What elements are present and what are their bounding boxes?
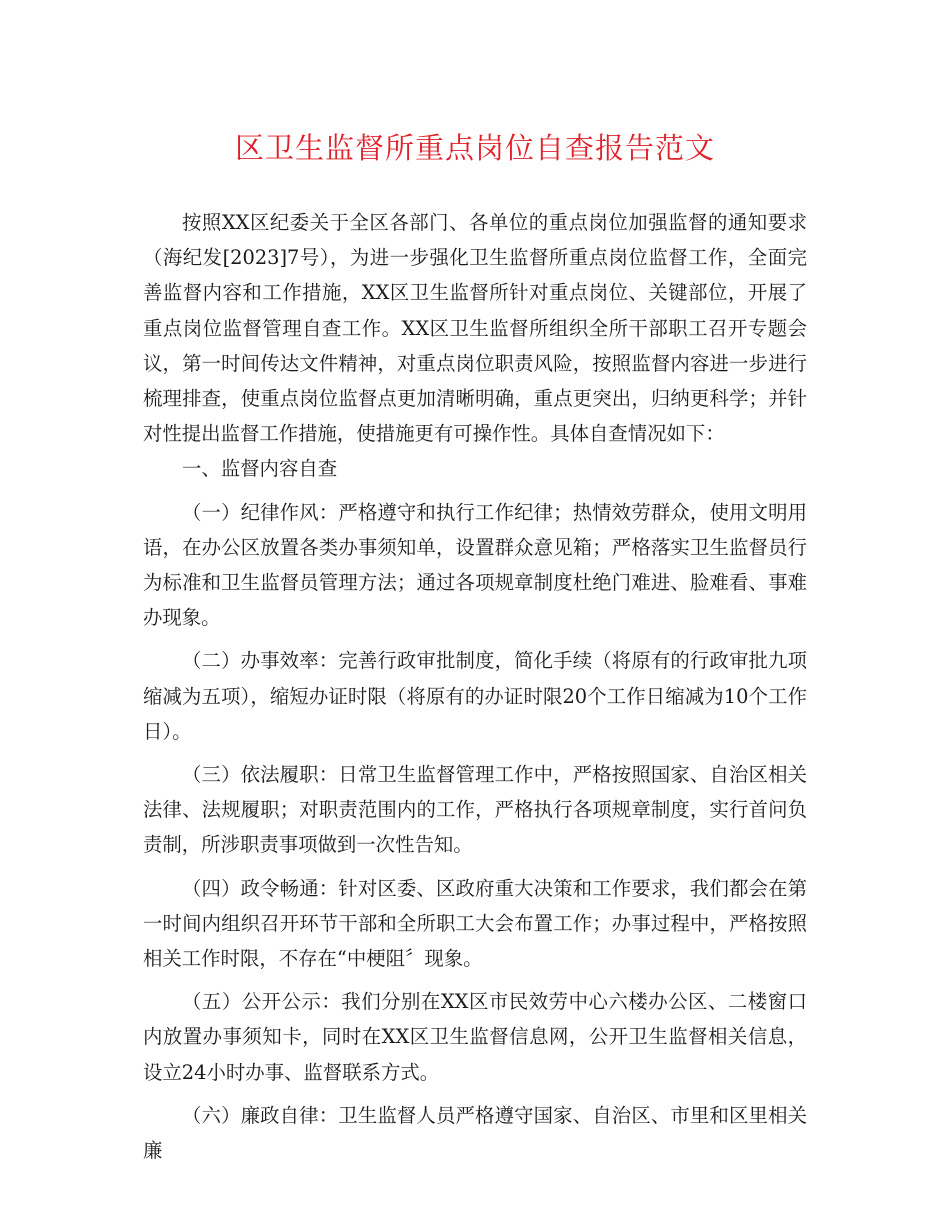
- item-paragraph-policy: （四）政令畅通：针对区委、区政府重大决策和工作要求，我们都会在第一时间内组织召开环节干部和全所职工大会布置工作；办事过程中，严格按照相关工作时限，不存在“中梗阻〞现象。: [143, 876, 807, 971]
- section-heading: 一、监督内容自查: [182, 457, 338, 481]
- item-paragraph-efficiency: （二）办事效率：完善行政审批制度，简化手续（将原有的行政审批九项缩减为五项），缩短办证时限（将原有的办证时限20个工作日缩减为10个工作日）。: [143, 649, 807, 743]
- document-title: 区卫生监督所重点岗位自查报告范文: [234, 131, 715, 165]
- intro-paragraph: 按照XX区纪委关于全区各部门、各单位的重点岗位加强监督的通知要求（海纪发[2023]7号），为进一步强化卫生监督所重点岗位监督工作，全面完善监督内容和工作措施，XX区卫生监督所针对重点岗位、关键部位，开展了重点岗位监督管理自查工作。XX区卫生监督所组织全所干部职工召开专题会议，第一时间传达文件精神，对重点岗位职责风险，按照监督内容进一步进行梳理排查，使重点岗位监督点更加清晰明确，重点更突出，归纳更科学；并针对性提出监督工作措施，使措施更有可操作性。具体自查情况如下：: [143, 211, 807, 446]
- item-paragraph-discipline: （一）纪律作风：严格遵守和执行工作纪律；热情效劳群众，使用文明用语，在办公区放置各类办事须知单，设置群众意见箱；严格落实卫生监督员行为标准和卫生监督员管理方法；通过各项规章制度杜绝门难进、脸难看、事难办现象。: [143, 500, 807, 630]
- item-paragraph-integrity: （六）廉政自律：卫生监督人员严格遵守国家、自治区、市里和区里相关廉: [143, 1103, 807, 1163]
- document-body: [143, 205, 807, 1168]
- item-paragraph-disclosure: （五）公开公示：我们分别在XX区市民效劳中心六楼办公区、二楼窗口内放置办事须知卡，同时在XX区卫生监督信息网，公开卫生监督相关信息，设立24小时办事、监督联系方式。: [143, 990, 807, 1084]
- item-paragraph-duty: （三）依法履职：日常卫生监督管理工作中，严格按照国家、自治区相关法律、法规履职；对职责范围内的工作，严格执行各项规章制度，实行首问负责制，所涉职责事项做到一次性告知。: [143, 763, 807, 857]
